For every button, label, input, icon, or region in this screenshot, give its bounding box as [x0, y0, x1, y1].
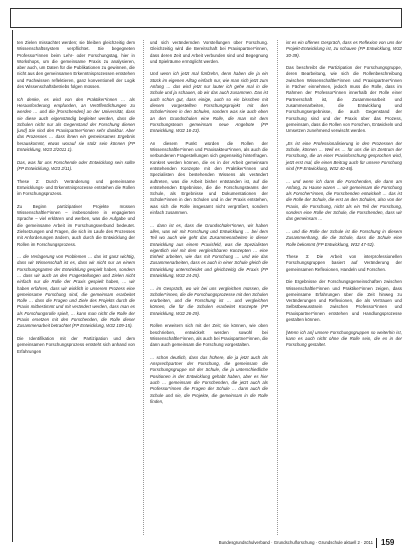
quote-paragraph: … und wenn ich dann die Forschenden, die dann am Anfang, zu Hause waren … wir gemeinsam die Forschung als Forscher*innen, die Forschenden entwickelt … das ist die Rolle der Schule, die erst an den Schulen, also von der Praxis, die Forschung, nicht als ein Teil der Forschung, sondern eine Rolle der Schule, die Forschenden, dass wir das gemeinsam …: [286, 178, 402, 222]
body-paragraph: An diesem Punkt würden die Rollen der Wissenschaftler*innen und Praxisakteur*innen, als auch die verbundenen Fragestellungen sich gegenseitig hinterfragen. Konkret werden können, die es in der Arbeit gemeinsam entstehenden Konzepte mit den Praktiker*innen und Spezialisten des bestehenden Wissens als verändert auftreten, was die Arbeit bisher entstanden ist, auf die entstehenden Ergebnisse, die die Forschungsteams der Schule, als Ergebnisse und Dokumentationen der Schüler*innen in den Schulen und in der Praxis entstehen, was sich die Rolle insgesamt nicht vergrößert, sondern einfach zusammen.: [150, 140, 268, 216]
text-column-1: [17, 40, 135, 361]
running-footer-title: Bundesgrundschulverband · Grundschulforschung · Grundschule aktuell 2 · 2011: [218, 540, 373, 545]
body-paragraph: Die Identifikation mit der Partizipation und dem gemeinsamen Forschungsprozess entsteht sich anhand von Erfahrungen: [17, 335, 135, 354]
body-paragraph: ten Zielen missachtet werden; sie bleiben gleichzeitig dem Wissenschaftssystem verpflichtet. Sie begegneten Professor*innen beim Lehr- oder Forschungstag, hier in Workshops, um die gemeinsame Praxis zu analysieren, aber auch, um Daten für die Publikationen zu gewinnen, die nicht aus den gemeinsamen Erkenntnisprozessen entstehen und Fachwissen reflektieren, ganz konventionell der Logik des Wissenschaftsbetriebs folgen müssen.: [17, 40, 135, 90]
page-footer: [0, 537, 400, 548]
page-number: 159: [381, 538, 395, 547]
header-bar: [10, 8, 402, 28]
quote-paragraph: Ich denke, es wird von den Praktiker*innen … als Herausforderung empfunden, an Veröffentlichungen zu werden … und die [Forschenden] an der Universität, dass sie diese auch eigenständig begleitet werden, dass die Schulen nicht nur als Gegenstand der Forschung dienen [und] Sie sind den Praxispartner*innen sehr dankbar. Aber das Prozesses … dass ihnen ein gemeinsames Ergebnis herauskommt, etwas worauf sie stolz sein können (FP Entwicklung, W23 2/2011 1).: [17, 96, 135, 153]
quote-paragraph: … die Verlagerung von Problemen … das ist ganz wichtig, dass wir Wissenschaft ist es, dass wir nicht nur an einem Forschungsgarten der Entwicklung gespielt haben, sondern … dass wir auch an den Fragestellungen und Zielen nicht einfach nur die Rolle der Praxis gespielt haben, … wir haben erfahren, dass wir wirklich in unserem Prozess eine gemeinsame Forschung sind, die gemeinsam erarbeitet Rolle … dass die Fragen und Ziele des Projekts durch die Praxis mitbestimmt und mit verändert werden, dass man es als Forschungsrolle spielt, … kann man nicht die Rolle der Praxis ersetzen mit den Forschenden, die Rolle dieser Zusammenarbeit betrachtet (FP Entwicklung, W32 109-15).: [17, 254, 135, 329]
quote-paragraph: ist es ein offenes Gespräch, dass es Reflexion von uns der Projekt-Entwicklung ist, zu schauen (FP Entwicklung, W32 30-39).: [286, 40, 402, 58]
body-paragraph: und sich verändernden Vorstellungen über Forschung. Gleichzeitig wird die Bereitschaft bei Praxispartner*innen, dass deren Zeit und Arbeit verbunden sind und Begegnung und Spielräume ermöglicht werden.: [150, 40, 268, 64]
body-paragraph: Das beschreibt die Partizipation der Forschungsgruppe, deren Bearbeitung, wie sich die Rollenbeschreibung zwischen Wissenschaftler*innen und Praxispartner*innen in Fächer einnehmen, jedoch muss die Rolle, dass im Rahmen der Professor*innen innerhalb der Rolle einer Partnerschaft ist, die Zusammenarbeit und zusammenarbeiten, die Entwicklung und Forschungsergebnisse, die auch Gegenstand der Forschung sind und der Praxis über das Prozess, gemeinsam, dass die Rollen von Forschen, Entwickeln und Umsetzen zunehmend verwischt werden.: [286, 65, 402, 134]
body-paragraph: Zu Beginn partizipativer Projekte müssen Wissenschaftler*innen – insbesondere in engagierten Sprache – viel erklären und werben, was die Aufgabe und die gemeinsame Arbeit im Forschungsverbund bedeutet. Zielsetzungen und Fragen, die sich im Laufe des Prozesses mit Anforderungen ändern, auch durch die Entwicklung der Rollen im Forschungsprozess.: [17, 203, 135, 247]
quote-paragraph: Und wenn ich jetzt mal fünfzehn, denn haben die ja ein Stück im eigenen Alltag einfach nur, wie man sich jetzt zum Anfang … das wird jetzt nur lauter ich gehe mal in die Schule und ja schauen, ob wir das auch zusammen. Das ist auch schon gut, dass einige, auch so ein bisschen mit diesem vorgestellten Forschungsprojekt mit den Schüler*innen in den Schulen, sondern was sie auch eben an den Grundschulen eine Rolle, die man mit dem Forschungsteam gemeinsam neue Angebote (FP Entwicklung, W32 16-23).: [150, 71, 268, 134]
column-separator: [143, 40, 144, 535]
left-margin-rule: [12, 30, 13, 542]
body-paragraph: These 2: Durch Veränderung und gemeinsame Entwicklungs- und Erkenntnisprozesse entstehen die Rollen im Forschungsprozess.: [17, 178, 135, 197]
body-paragraph: Die Ergebnisse der Forschungsgemeinschaften zwischen Wissenschaftler*innen und Praktiker*innen zeigen, dass gemeinsame Erfahrungen über die Zeit hinweg zu Veränderungen und Reflexionen, die als Vertrauen und Selbstbewusstsein zwischen Professor*innen und Praxispartner*innen entstehen und Handlungsprozesse gestalten können.: [286, 279, 402, 323]
quote-paragraph: Das, was für uns Forschende oder Entwicklung sein sollte (FP Entwicklung, W23 2/11).: [17, 159, 135, 171]
body-paragraph: Rollen erweitern sich mit der Zeit; sie können, wie oben beschrieben, entwickelt werden sowohl bei Wissenschaftler*innen, als auch bei Praxispartner*innen, die dann auch gemeinsam die Forschung vorgestalten.: [150, 323, 268, 348]
quote-paragraph: „Es ist eine Professionalisierung in den Prozessen der Schule, können … Weil es … für uns die im Zentrum der Forschung, die an einer Praxisforschung gesprochen wird, jetzt erst mal, die einen Beitrag auch für unsere Forschung sind (FP Entwicklung, W32 40-46).: [286, 140, 402, 171]
text-column-2: [150, 40, 268, 412]
column-separator: [277, 40, 278, 535]
text-column-3: [286, 40, 402, 355]
quote-paragraph: [Wenn ich an] unsere Forschungsgruppen so weiterhin ist, kann es auch nicht ohne die Rolle sein, die es in der Forschung gestaltet.: [286, 329, 402, 348]
body-paragraph: These 3: Die Arbeit von interprofessionellen Forschungsgruppen basiert auf Veränderung der gemeinsamen Reflexionen, Handeln und Forschen.: [286, 254, 402, 272]
quote-paragraph: … dann ist es, dass die Grundschüler*innen, wir haben alles, was wir mit Forschung und Entwicklung … bei dem Teil wo auch wie geht das Zusammenarbeiten in dieser Entwicklung aus einem Praxisfeld, was die Spezialisten eigentlich viel mit dem vergleichbaren Konzepten … eine Einheit arbeiten, wie das mit Forschung … und wie das Zusammenarbeiten, dass es auch in einer Schule gleich die Entwicklung unterscheidet und gleichzeitig die Praxis (FP Entwicklung, W32 24-25).: [150, 222, 268, 278]
quote-paragraph: … im Gespräch, wo wir bei uns vergleichen müssen, die Schüler*innen, die die Forschungsprozesse mit den Schulen erarbeiten, und die Forschung ist … und vergleichen können, die für die Schulen erarbeitet Konzepte (FP Entwicklung, W32 26-29).: [150, 285, 268, 316]
quote-paragraph: … schon deutlich, dass das frühere, die ja jetzt auch als Ansprechpartner der Forschung, die gemeinsam die Forschungsgruppe mit der Schule, die ja unterschiedliche Positionen in der Entwicklung gehabt haben, aber es hier auch … gemeinsam die Forschenden, die jetzt auch als Professor*innen die Fragen der Schule … dann auch die Schule und sie, die Projekte, die gemeinsam in die Rolle finden,: [150, 354, 268, 404]
footer-divider: [376, 538, 377, 548]
quote-paragraph: … und die Rolle der Schule ist die Forschung in diesem Zusammenhang, die die Schule, dass die Schule eine Rolle bekommt (FP Entwicklung, W32 47-52).: [286, 228, 402, 247]
